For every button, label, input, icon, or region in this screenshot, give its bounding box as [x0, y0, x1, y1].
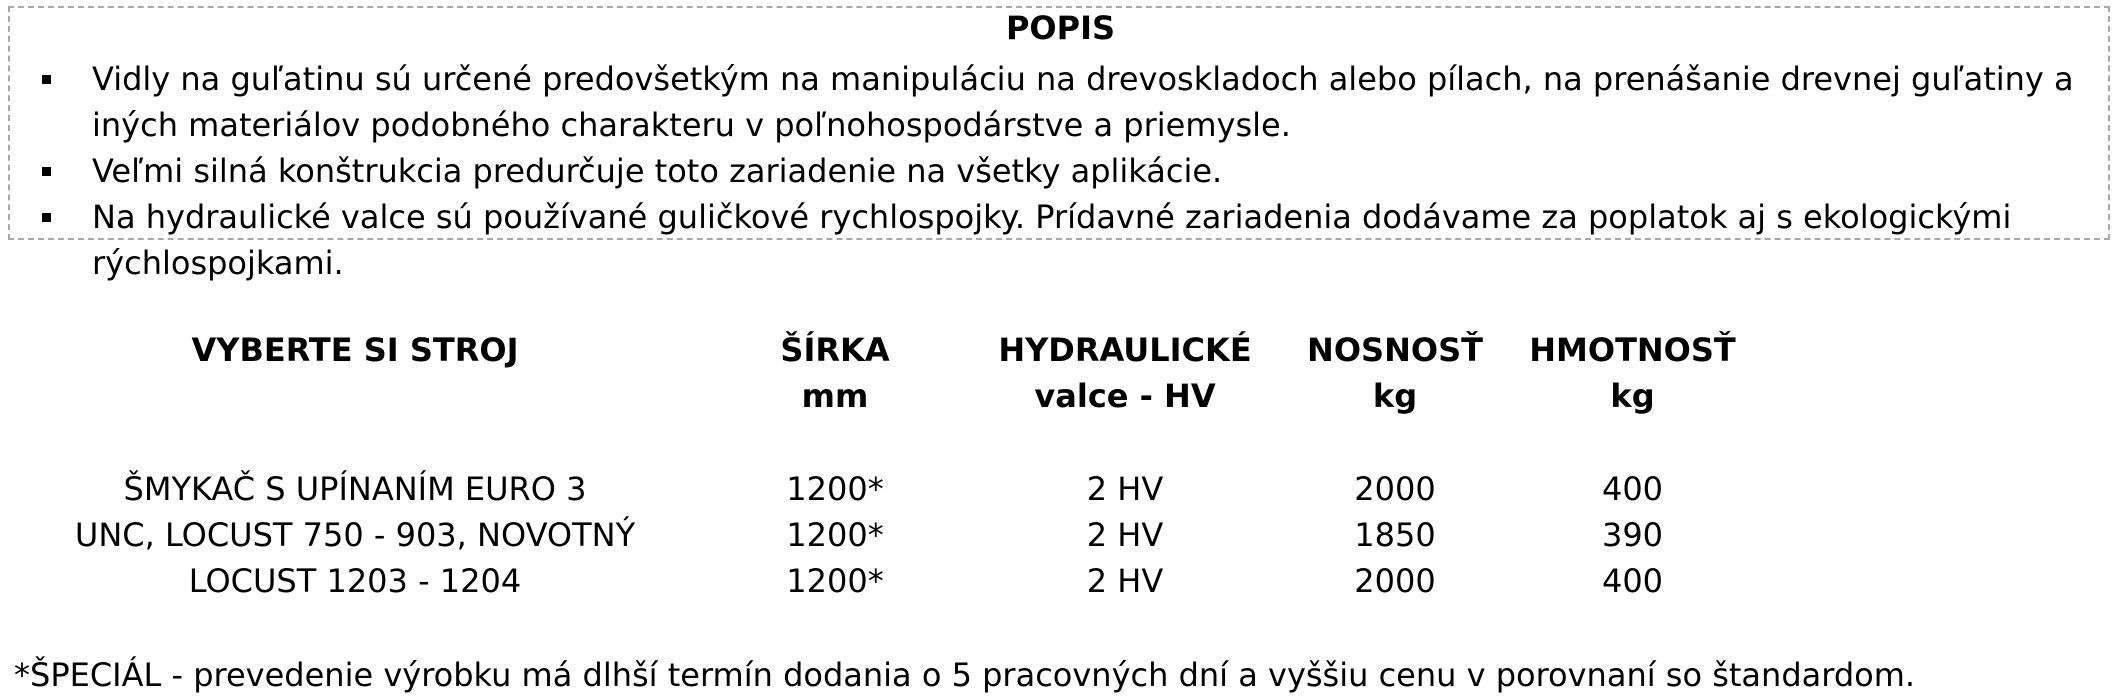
cell-weight: 400 — [1601, 470, 1664, 508]
footnote: *ŠPECIÁL - prevedenie výrobku má dlhší termín dodania o 5 pracovných dní a vyššiu cenu v porovnaní so štandardom. — [14, 656, 1916, 694]
bullet-text: Veľmi silná konštrukcia predurčuje toto zariadenie na všetky aplikácie. — [92, 152, 1223, 190]
cell-width: 1200* — [786, 516, 884, 554]
square-bullet-icon — [42, 167, 51, 176]
cell-capacity: 2000 — [1354, 562, 1436, 600]
header-machine: VYBERTE SI STROJ — [191, 331, 519, 369]
cell-machine: UNC, LOCUST 750 - 903, NOVOTNÝ — [74, 516, 636, 554]
cell-hydraulic: 2 HV — [1086, 516, 1164, 554]
cell-capacity: 1850 — [1354, 516, 1436, 554]
header-weight-unit: kg — [1610, 377, 1655, 415]
description-bullet-list — [40, 56, 2100, 286]
header-hydraulic-line2: valce - HV — [1034, 377, 1216, 415]
header-width-line1: ŠÍRKA — [780, 331, 890, 369]
cell-hydraulic: 2 HV — [1086, 470, 1164, 508]
bullet-item — [40, 56, 2100, 148]
cell-weight: 390 — [1601, 516, 1664, 554]
cell-weight: 400 — [1601, 562, 1664, 600]
header-weight — [1505, 327, 1760, 419]
header-width-unit: mm — [801, 377, 869, 415]
cell-machine: ŠMYKAČ S UPÍNANÍM EURO 3 — [123, 470, 587, 508]
cell-capacity: 2000 — [1354, 470, 1436, 508]
bullet-item — [40, 148, 2100, 194]
header-hydraulic-line1: HYDRAULICKÉ — [998, 331, 1252, 369]
bullet-item — [40, 194, 2100, 286]
description-title: POPIS — [1005, 9, 1116, 47]
cell-width: 1200* — [786, 470, 884, 508]
header-hydraulic — [975, 327, 1275, 419]
bullet-text: Na hydraulické valce sú používané guličkové rychlospojky. Prídavné zariadenia dodávame za poplatok aj s ekologickými rýchlospojkami. — [92, 198, 2012, 282]
header-weight-line1: HMOTNOSŤ — [1529, 331, 1736, 369]
cell-width: 1200* — [786, 562, 884, 600]
cell-machine: LOCUST 1203 - 1204 — [188, 562, 522, 600]
cell-hydraulic: 2 HV — [1086, 562, 1164, 600]
bullet-text: Vidly na guľatinu sú určené predovšetkým na manipuláciu na drevoskladoch alebo pílach, na prenášanie drevnej guľatiny a iných materiálov podobného charakteru v poľnohospodárstve a priemysle. — [92, 60, 2074, 144]
header-capacity-line1: NOSNOSŤ — [1307, 331, 1483, 369]
header-capacity-unit: kg — [1372, 377, 1418, 415]
square-bullet-icon — [42, 213, 51, 222]
header-capacity — [1290, 327, 1500, 419]
header-width — [740, 327, 930, 419]
square-bullet-icon — [42, 75, 51, 84]
